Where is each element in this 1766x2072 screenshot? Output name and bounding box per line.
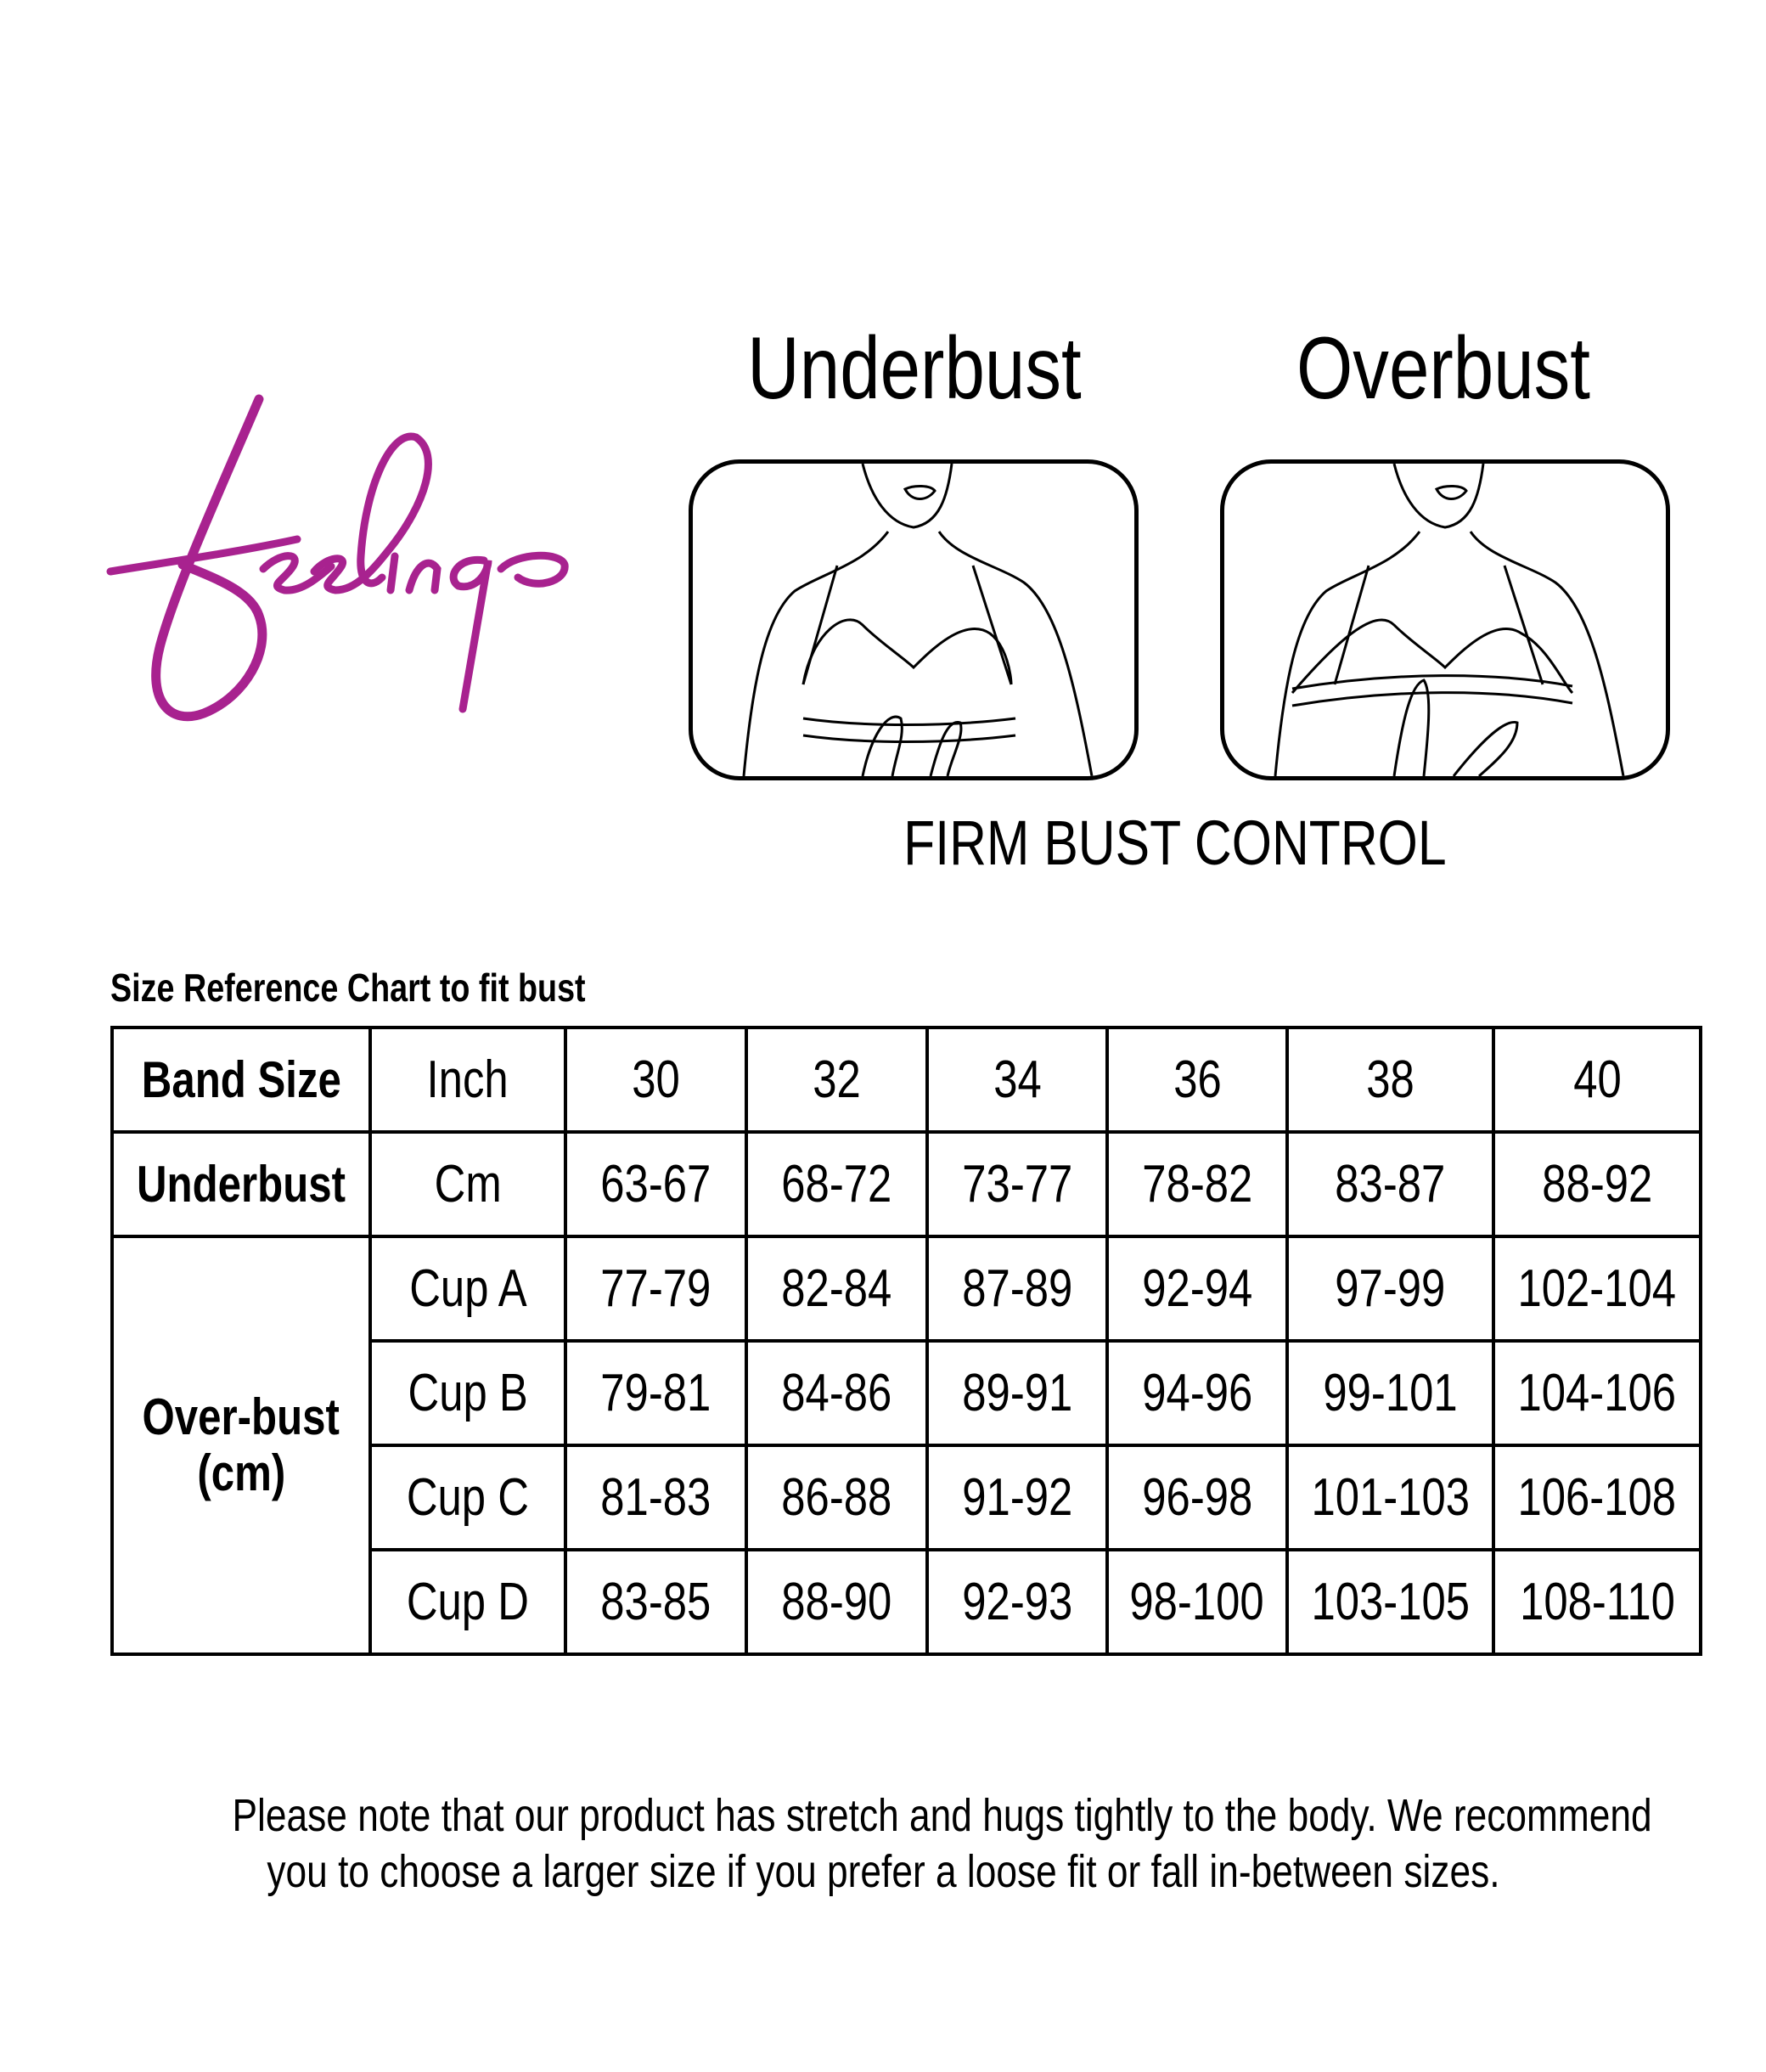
underbust-heading: Underbust [747, 319, 1082, 418]
table-cell: 108-110 [1493, 1550, 1701, 1654]
table-cell: 73-77 [927, 1132, 1107, 1236]
table-cell: 99-101 [1287, 1341, 1493, 1445]
table-cell: 32 [746, 1028, 927, 1132]
table-cell: 89-91 [927, 1341, 1107, 1445]
overbust-illustration [1220, 459, 1670, 780]
table-cell: 102-104 [1493, 1236, 1701, 1341]
unit-cell: Inch [370, 1028, 565, 1132]
table-cell: 83-87 [1287, 1132, 1493, 1236]
table-row-band-size [112, 1028, 1701, 1132]
table-cell: 87-89 [927, 1236, 1107, 1341]
table-cell: 103-105 [1287, 1550, 1493, 1654]
table-cell: 30 [565, 1028, 746, 1132]
firm-bust-control-caption: FIRM BUST CONTROL [903, 808, 1447, 878]
table-cell: 63-67 [565, 1132, 746, 1236]
unit-cell: Cm [370, 1132, 565, 1236]
table-cell: 34 [927, 1028, 1107, 1132]
table-cell: 96-98 [1107, 1445, 1287, 1550]
table-cell: 92-94 [1107, 1236, 1287, 1341]
table-cell: 40 [1493, 1028, 1701, 1132]
table-cell: 83-85 [565, 1550, 746, 1654]
overbust-heading: Overbust [1296, 319, 1590, 418]
table-row-cup [112, 1236, 1701, 1341]
fit-note: Please note that our product has stretch and hugs tightly to the body. We recommend you to choose a larger size if you prefer a loose fit or fall in-between sizes. [232, 1790, 1652, 1897]
cup-label: Cup B [370, 1341, 565, 1445]
table-cell: 98-100 [1107, 1550, 1287, 1654]
table-cell: 92-93 [927, 1550, 1107, 1654]
table-cell: 106-108 [1493, 1445, 1701, 1550]
table-cell: 82-84 [746, 1236, 927, 1341]
chart-title: Size Reference Chart to fit bust [110, 966, 586, 1010]
cup-label: Cup D [370, 1550, 565, 1654]
table-cell: 104-106 [1493, 1341, 1701, 1445]
table-cell: 86-88 [746, 1445, 927, 1550]
table-cell: 81-83 [565, 1445, 746, 1550]
cup-label: Cup C [370, 1445, 565, 1550]
table-cell: 68-72 [746, 1132, 927, 1236]
table-cell: 84-86 [746, 1341, 927, 1445]
underbust-illustration [689, 459, 1139, 780]
table-row-underbust [112, 1132, 1701, 1236]
brand-logo [102, 386, 620, 735]
table-cell: 88-92 [1493, 1132, 1701, 1236]
row-header-overbust: Over-bust (cm) [112, 1236, 370, 1654]
table-cell: 78-82 [1107, 1132, 1287, 1236]
table-cell: 97-99 [1287, 1236, 1493, 1341]
table-cell: 94-96 [1107, 1341, 1287, 1445]
size-chart-table [110, 1026, 1702, 1656]
table-cell: 38 [1287, 1028, 1493, 1132]
table-cell: 77-79 [565, 1236, 746, 1341]
table-cell: 91-92 [927, 1445, 1107, 1550]
table-cell: 79-81 [565, 1341, 746, 1445]
cup-label: Cup A [370, 1236, 565, 1341]
row-header: Underbust [112, 1132, 370, 1236]
table-cell: 88-90 [746, 1550, 927, 1654]
row-header: Band Size [112, 1028, 370, 1132]
table-cell: 101-103 [1287, 1445, 1493, 1550]
table-cell: 36 [1107, 1028, 1287, 1132]
